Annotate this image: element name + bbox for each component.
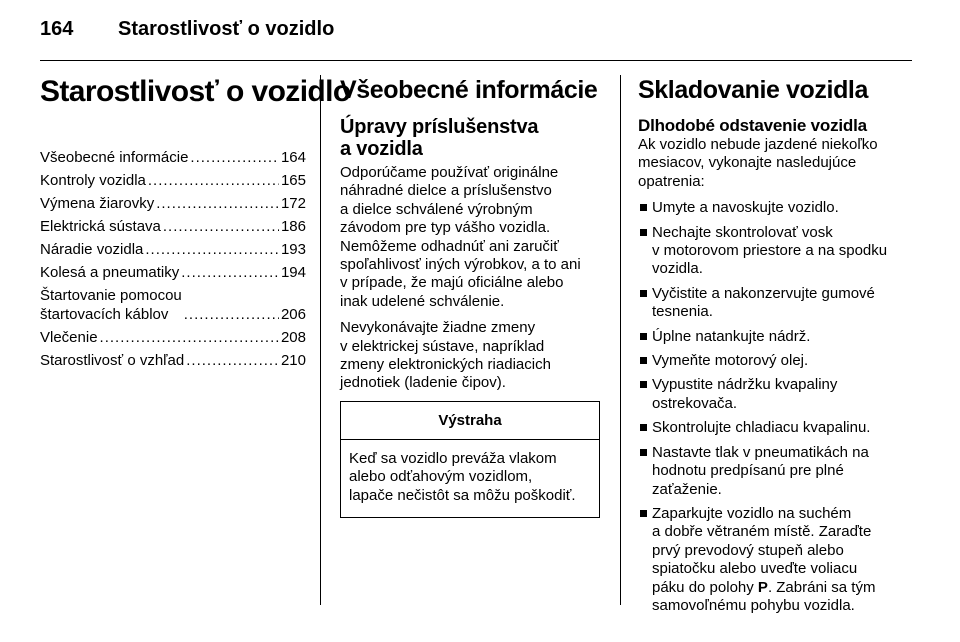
list-item-text: Nechajte skontrolovať vosk v motorovom priestore a na spodku vozidla.: [652, 223, 888, 278]
warning-box: [340, 401, 600, 518]
list-item-text: Vypustite nádržku kvapaliny ostrekovača.: [652, 376, 838, 412]
toc-dot-leader: [186, 351, 279, 370]
square-bullet-icon: [640, 204, 647, 211]
toc-dot-leader: [145, 240, 279, 259]
toc-entry[interactable]: [40, 217, 306, 236]
column-general-info: [340, 72, 602, 518]
toc-entry-page: 193: [280, 241, 306, 258]
toc-entry[interactable]: [40, 286, 306, 324]
toc-entry[interactable]: [40, 351, 306, 370]
toc-entry[interactable]: [40, 148, 306, 167]
toc-dot-leader: [100, 328, 279, 347]
list-item: [638, 328, 913, 346]
storage-steps-list: [638, 199, 913, 615]
toc-entry-page: 210: [280, 352, 306, 369]
column-storage: [638, 72, 913, 621]
toc-dot-leader: [190, 148, 279, 167]
toc-entry[interactable]: [40, 171, 306, 190]
page-number: 164: [40, 18, 74, 40]
running-title: Starostlivosť o vozidlo: [118, 18, 335, 40]
list-item: [638, 505, 913, 615]
toc-entry-page: 164: [280, 149, 306, 166]
list-item: [638, 285, 913, 322]
column-divider: [620, 75, 621, 605]
column-toc: [40, 72, 351, 374]
subtitle-long-term: Dlhodobé odstavenie vozidla: [638, 116, 867, 135]
page-header: [40, 14, 912, 46]
toc-dot-leader: [181, 263, 279, 282]
header-rule: [40, 60, 912, 61]
toc-dot-leader: [163, 217, 279, 236]
square-bullet-icon: [640, 381, 647, 388]
toc-dot-leader: [184, 305, 279, 324]
warning-title: Výstraha: [341, 402, 599, 440]
list-item: [638, 352, 913, 370]
toc-entry-label: Štartovanie pomocou štartovacích káblov: [40, 287, 182, 323]
toc-entry[interactable]: [40, 263, 306, 282]
list-item-text: Skontrolujte chladiacu kvapalinu.: [652, 419, 871, 437]
list-item: [638, 376, 913, 413]
list-item: [638, 419, 913, 437]
toc-entry[interactable]: [40, 194, 306, 213]
list-item: [638, 444, 913, 499]
toc-entry-label: Výmena žiarovky: [40, 195, 155, 212]
toc-dot-leader: [148, 171, 279, 190]
toc-entry-label: Náradie vozidla: [40, 241, 144, 258]
list-item-text: Vyčistite a nakonzervujte gumové tesnenia.: [652, 284, 875, 321]
square-bullet-icon: [640, 510, 647, 517]
list-item-text: . Zabráni sa tým samovoľnému pohybu vozidla.: [652, 578, 876, 614]
list-item-text: Umyte a navoskujte vozidlo.: [652, 199, 839, 217]
toc-entry-page: 165: [280, 172, 306, 189]
toc-entry-page: 208: [280, 329, 306, 346]
column-divider: [320, 75, 321, 605]
toc-dot-leader: [156, 194, 279, 213]
section-title-general: Všeobecné informácie: [340, 76, 598, 104]
gear-position-label: P: [757, 578, 768, 596]
toc-entry-page: 194: [280, 264, 306, 281]
table-of-contents: [40, 148, 306, 370]
list-item-text: Nastavte tlak v pneumatikách na hodnotu predpísanú pre plné zaťaženie.: [652, 443, 869, 498]
toc-entry-page: 186: [280, 218, 306, 235]
subtitle-accessories: Úpravy príslušenstva a vozidla: [340, 116, 539, 160]
square-bullet-icon: [640, 449, 647, 456]
toc-entry-label: Kontroly vozidla: [40, 172, 146, 189]
toc-entry[interactable]: [40, 240, 306, 259]
toc-entry-label: Starostlivosť o vzhľad: [40, 352, 185, 369]
square-bullet-icon: [640, 290, 647, 297]
paragraph-electrical: Nevykonávajte žiadne zmeny v elektrickej sústave, napríklad zmeny elektronických riadiacich jednotiek (ladenie čipov).: [340, 319, 551, 392]
toc-entry-label: Vlečenie: [40, 329, 98, 346]
list-item-text: Úplne natankujte nádrž.: [652, 327, 811, 345]
square-bullet-icon: [640, 229, 647, 236]
toc-entry-page: 206: [280, 306, 306, 323]
square-bullet-icon: [640, 424, 647, 431]
chapter-title: Starostlivosť o vozidlo: [40, 75, 351, 108]
section-title-storage: Skladovanie vozidla: [638, 76, 868, 104]
toc-entry[interactable]: [40, 328, 306, 347]
paragraph-intro: Ak vozidlo nebude jazdené niekoľko mesiacov, vykonajte nasledujúce opatrenia:: [638, 136, 878, 190]
paragraph-parts: Odporúčame používať originálne náhradné dielce a príslušenstvo a dielce schválené výrobným závodom pre typ vášho vozidla. Nemôžeme odhadnúť ani zaručiť spoľahlivosť iných výrobkov, a to ani v prípade, že majú oficiálne alebo inak udelené schválenie.: [340, 164, 581, 310]
toc-entry-label: Všeobecné informácie: [40, 149, 189, 166]
list-item: [638, 199, 913, 217]
warning-text: Keď sa vozidlo preváža vlakom alebo odťahovým vozidlom, lapače nečistôt sa môžu poškodiť.: [349, 449, 576, 504]
toc-entry-page: 172: [280, 195, 306, 212]
square-bullet-icon: [640, 357, 647, 364]
list-item-text: Vymeňte motorový olej.: [652, 352, 809, 370]
square-bullet-icon: [640, 333, 647, 340]
toc-entry-label: Kolesá a pneumatiky: [40, 264, 180, 281]
list-item-text: Zaparkujte vozidlo na suchém a dobře větraném místě. Zaraďte prvý prevodový stupeň alebo spiatočku alebo uveďte voliacu páku do polohy: [652, 504, 872, 596]
toc-entry-label: Elektrická sústava: [40, 218, 161, 235]
list-item: [638, 224, 913, 279]
